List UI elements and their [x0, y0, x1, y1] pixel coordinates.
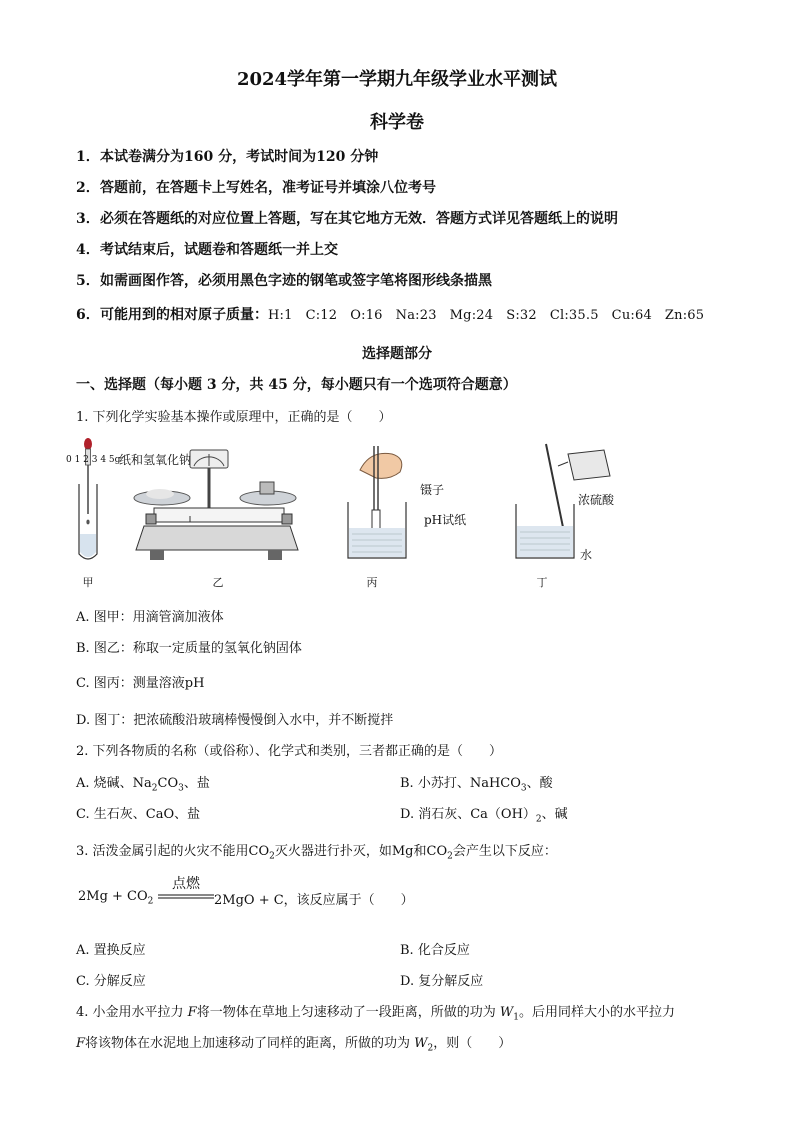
- fig-jia-label: 甲: [82, 576, 94, 589]
- fig-yi-label: 乙: [212, 576, 224, 589]
- q1-option-a[interactable]: A. 图甲：用滴管滴加液体: [76, 610, 224, 625]
- q2-stem: 2. 下列各物质的名称（或俗称）、化学式和类别，三者都正确的是（ ）: [76, 744, 503, 759]
- fig-ding-note-acid: 浓硫酸: [578, 493, 615, 507]
- q1-option-c[interactable]: C. 图丙：测量溶液pH: [76, 676, 205, 691]
- q3-equation-double-line: [158, 894, 214, 900]
- q3-option-a[interactable]: A. 置换反应: [76, 943, 146, 958]
- instruction-4: 4．考试结束后，试题卷和答题纸一并上交: [76, 242, 338, 258]
- atomic-masses: H:1 C:12 O:16 Na:23 Mg:24 S:32 Cl:35.5 Cu:64 Zn:65: [268, 308, 705, 323]
- q4-line-2: F将该物体在水泥地上加速移动了同样的距离，所做的功为 $W_2$，则（ ）: [76, 1036, 512, 1054]
- instruction-1: 1．本试卷满分为160 分，考试时间为120 分钟: [76, 149, 379, 165]
- q1-option-b[interactable]: B. 图乙：称取一定质量的氢氧化钠固体: [76, 641, 302, 656]
- instruction-3: 3．必须在答题纸的对应位置上答题，写在其它地方无效．答题方式详见答题纸上的说明: [76, 211, 618, 227]
- instruction-6: 6．可能用到的相对原子质量：H:1 C:12 O:16 Na:23 Mg:24 S:32 Cl:35.5 Cu:64 Zn:65: [76, 307, 705, 323]
- q3-option-b[interactable]: B. 化合反应: [400, 943, 470, 958]
- q3-stem: 3. 活泼金属引起的火灾不能用$CO_2$灭火器进行扑灭，如Mg和$CO_2$会产生以下反应：: [76, 844, 557, 862]
- fig-ding-label: 丁: [536, 576, 548, 589]
- fig-bing-note-tweezers: 镊子: [420, 483, 445, 497]
- q3-equation-condition: 点燃: [172, 876, 200, 892]
- q2-option-c[interactable]: C. 生石灰、CaO、盐: [76, 807, 201, 822]
- fig-bing-label: 丙: [366, 576, 378, 589]
- q4-line-1: 4. 小金用水平拉力 F将一物体在草地上匀速移动了一段距离，所做的功为 $W_1$。后用同样大小的水平拉力: [76, 1005, 675, 1023]
- q1-stem: 1. 下列化学实验基本操作或原理中，正确的是（ ）: [76, 410, 392, 425]
- q1-option-d[interactable]: D. 图丁：把浓硫酸沿玻璃棒慢慢倒入水中，并不断搅拌: [76, 713, 394, 728]
- instruction-2: 2．答题前，在答题卡上写姓名，准考证号并填涂八位考号: [76, 180, 436, 196]
- scale-ticks: 0 1 2 3 4 5g: [66, 455, 121, 465]
- q2-option-b[interactable]: B. 小苏打、NaHCO$_3$、酸: [400, 776, 553, 794]
- q3-equation-right: 2MgO + C，该反应属于（ ）: [214, 893, 414, 908]
- exam-title: 2024学年第一学期九年级学业水平测试: [236, 69, 558, 90]
- q2-option-a[interactable]: A. 烧碱、$Na_2CO_3$、盐: [76, 776, 210, 794]
- fig-ding-note-water: 水: [580, 548, 593, 562]
- part-heading: 一、选择题（每小题 3 分，共 45 分，每小题只有一个选项符合题意）: [76, 377, 517, 393]
- q2-option-d[interactable]: D. 消石灰、$Ca(OH)_2$、碱: [400, 807, 568, 825]
- section-heading: 选择题部分: [362, 346, 432, 362]
- fig-bing-ph-test: [340, 440, 430, 568]
- instruction-5: 5．如需画图作答，必须用黑色字迹的钢笔或签字笔将图形线条描黑: [76, 273, 492, 289]
- exam-subtitle: 科学卷: [370, 112, 424, 133]
- fig-bing-note-ph: pH试纸: [424, 513, 467, 527]
- fig-yi-note: 纸和氢氧化钠: [119, 453, 192, 467]
- q3-option-d[interactable]: D. 复分解反应: [400, 974, 484, 989]
- q3-equation-left: $2Mg + CO_2$: [78, 889, 154, 907]
- q3-option-c[interactable]: C. 分解反应: [76, 974, 146, 989]
